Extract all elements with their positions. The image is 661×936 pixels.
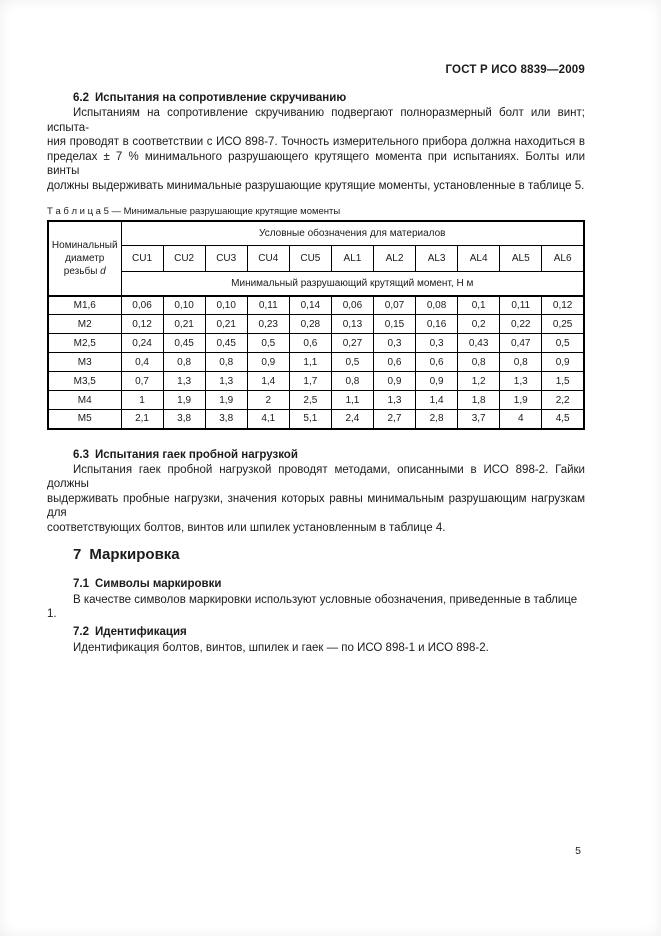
column-header-unit: Минимальный разрушающий крутящий момент, Н м — [121, 272, 584, 296]
torque-value-cell: 0,5 — [542, 334, 584, 353]
paragraph-line: выдерживать пробные нагрузки, значения которых равны минимальным разрушающим нагрузкам для — [47, 492, 585, 520]
column-header-material: AL1 — [331, 246, 373, 272]
paragraph-line: соответствующих болтов, винтов или шпилек установленным в таблице 4. — [47, 521, 446, 534]
torque-value-cell: 3,8 — [163, 410, 205, 429]
column-header-materials: Условные обозначения для материалов — [121, 221, 584, 246]
section-6-3-heading — [47, 448, 585, 462]
torque-value-cell: 0,27 — [331, 334, 373, 353]
table-row — [48, 296, 584, 315]
torque-value-cell: 0,8 — [331, 372, 373, 391]
row-header-thread-size: M3 — [48, 353, 121, 372]
torque-value-cell: 0,13 — [331, 315, 373, 334]
table-row — [48, 372, 584, 391]
section-title: Испытания гаек пробной нагрузкой — [95, 448, 298, 461]
section-number: 7.2 — [73, 625, 89, 638]
paragraph-line: пределах ± 7 % минимального разрушающего крутящего момента при испытаниях. Болты или винты — [47, 150, 585, 178]
torque-value-cell: 0,12 — [121, 315, 163, 334]
column-header-material: AL2 — [373, 246, 415, 272]
column-header-material: CU5 — [289, 246, 331, 272]
paragraph-line: должны выдерживать минимальные разрушающие крутящие моменты, установленные в таблице 5. — [47, 179, 585, 192]
row-header-thread-size: M1,6 — [48, 296, 121, 315]
table-5-caption: Т а б л и ц а 5 — Минимальные разрушающие крутящие моменты — [47, 205, 341, 217]
row-header-thread-size: M3,5 — [48, 372, 121, 391]
document-header: ГОСТ Р ИСО 8839—2009 — [445, 64, 585, 76]
column-header-material: CU2 — [163, 246, 205, 272]
section-number: 6.2 — [73, 92, 89, 104]
table-row — [48, 353, 584, 372]
torque-value-cell: 0,47 — [500, 334, 542, 353]
torque-value-cell: 0,10 — [163, 296, 205, 315]
paragraph-7-1: В качестве символов маркировки используют условные обозначения, приведенные в таблице 1. — [47, 593, 578, 621]
paragraph-6-2 — [47, 106, 585, 194]
torque-value-cell: 1,7 — [289, 372, 331, 391]
torque-value-cell: 3,7 — [458, 410, 500, 429]
torque-value-cell: 0,5 — [331, 353, 373, 372]
table-row — [48, 391, 584, 410]
row-header-thread-size: M2,5 — [48, 334, 121, 353]
page-content — [47, 64, 585, 655]
torque-value-cell: 4,5 — [542, 410, 584, 429]
torque-value-cell: 0,8 — [500, 353, 542, 372]
section-title: Символы маркировки — [95, 577, 222, 590]
torque-value-cell: 0,45 — [163, 334, 205, 353]
paragraph-7-2: Идентификация болтов, винтов, шпилек и гаек — по ИСО 898-1 и ИСО 898-2. — [73, 641, 489, 654]
torque-value-cell: 0,1 — [458, 296, 500, 315]
table-row — [48, 315, 584, 334]
torque-value-cell: 1,3 — [373, 391, 415, 410]
table-row — [48, 410, 584, 429]
section-title: Маркировка — [89, 545, 180, 563]
torque-value-cell: 0,45 — [205, 334, 247, 353]
torque-value-cell: 1,4 — [247, 372, 289, 391]
column-header-material: AL4 — [458, 246, 500, 272]
torque-value-cell: 0,22 — [500, 315, 542, 334]
torque-value-cell: 0,9 — [542, 353, 584, 372]
torque-value-cell: 1 — [121, 391, 163, 410]
torque-value-cell: 1,9 — [205, 391, 247, 410]
torque-value-cell: 4,1 — [247, 410, 289, 429]
torque-value-cell: 2,8 — [416, 410, 458, 429]
section-6-2-heading — [47, 91, 585, 105]
torque-value-cell: 1,9 — [163, 391, 205, 410]
torque-value-cell: 1,1 — [289, 353, 331, 372]
section-7-1-heading — [47, 577, 585, 591]
torque-value-cell: 1,8 — [458, 391, 500, 410]
torque-value-cell: 0,10 — [205, 296, 247, 315]
row-header-thread-size: M5 — [48, 410, 121, 429]
torque-value-cell: 3,8 — [205, 410, 247, 429]
torque-value-cell: 0,9 — [247, 353, 289, 372]
section-number: 6.3 — [73, 448, 89, 461]
section-number: 7.1 — [73, 577, 89, 590]
torque-value-cell: 0,7 — [121, 372, 163, 391]
section-7-heading — [47, 546, 585, 564]
paragraph-line: ния проводят в соответствии с ИСО 898-7. Точность измерительного прибора должна находиться в — [47, 136, 585, 149]
torque-value-cell: 0,11 — [500, 296, 542, 315]
torque-value-cell: 0,8 — [458, 353, 500, 372]
torque-value-cell: 0,15 — [373, 315, 415, 334]
column-header-material: AL6 — [542, 246, 584, 272]
table-row — [48, 334, 584, 353]
torque-value-cell: 0,12 — [542, 296, 584, 315]
torque-value-cell: 1,4 — [416, 391, 458, 410]
torque-value-cell: 1,5 — [542, 372, 584, 391]
torque-value-cell: 1,3 — [163, 372, 205, 391]
column-header-nominal-diameter: Номинальный диаметр резьбы d — [48, 221, 121, 296]
torque-value-cell: 0,6 — [289, 334, 331, 353]
column-header-material: CU1 — [121, 246, 163, 272]
torque-value-cell: 2 — [247, 391, 289, 410]
torque-value-cell: 0,9 — [416, 372, 458, 391]
torque-value-cell: 0,21 — [205, 315, 247, 334]
torque-value-cell: 0,6 — [416, 353, 458, 372]
page-number: 5 — [575, 845, 581, 857]
column-header-material: CU3 — [205, 246, 247, 272]
torque-value-cell: 0,07 — [373, 296, 415, 315]
torque-value-cell: 2,2 — [542, 391, 584, 410]
torque-value-cell: 0,8 — [163, 353, 205, 372]
torque-value-cell: 0,6 — [373, 353, 415, 372]
torque-value-cell: 0,16 — [416, 315, 458, 334]
torque-value-cell: 0,21 — [163, 315, 205, 334]
torque-value-cell: 0,5 — [247, 334, 289, 353]
paragraph-6-3 — [47, 463, 585, 536]
torque-value-cell: 5,1 — [289, 410, 331, 429]
paragraph-line: Испытания гаек пробной нагрузкой проводят методами, описанными в ИСО 898-2. Гайки должны — [47, 463, 585, 491]
torque-value-cell: 0,25 — [542, 315, 584, 334]
torque-value-cell: 1,3 — [205, 372, 247, 391]
torque-value-cell: 0,14 — [289, 296, 331, 315]
torque-value-cell: 0,28 — [289, 315, 331, 334]
torque-value-cell: 0,06 — [331, 296, 373, 315]
torque-value-cell: 0,06 — [121, 296, 163, 315]
torque-value-cell: 0,23 — [247, 315, 289, 334]
torque-value-cell: 0,11 — [247, 296, 289, 315]
column-header-material: CU4 — [247, 246, 289, 272]
torque-value-cell: 0,43 — [458, 334, 500, 353]
torque-value-cell: 0,9 — [373, 372, 415, 391]
torque-value-cell: 0,08 — [416, 296, 458, 315]
section-7-2-heading — [47, 625, 585, 639]
torque-value-cell: 1,1 — [331, 391, 373, 410]
torque-value-cell: 1,2 — [458, 372, 500, 391]
section-number: 7 — [73, 545, 82, 563]
row-header-thread-size: M2 — [48, 315, 121, 334]
section-title: Испытания на сопротивление скручиванию — [95, 92, 347, 104]
torque-value-cell: 0,8 — [205, 353, 247, 372]
torque-value-cell: 2,4 — [331, 410, 373, 429]
column-header-material: AL3 — [416, 246, 458, 272]
row-header-thread-size: M4 — [48, 391, 121, 410]
torque-value-cell: 2,1 — [121, 410, 163, 429]
column-header-material: AL5 — [500, 246, 542, 272]
torque-value-cell: 0,2 — [458, 315, 500, 334]
torque-value-cell: 0,3 — [373, 334, 415, 353]
torque-value-cell: 2,7 — [373, 410, 415, 429]
torque-value-cell: 1,3 — [500, 372, 542, 391]
torque-value-cell: 2,5 — [289, 391, 331, 410]
torque-value-cell: 0,24 — [121, 334, 163, 353]
table-5 — [47, 220, 585, 430]
torque-value-cell: 4 — [500, 410, 542, 429]
torque-value-cell: 0,3 — [416, 334, 458, 353]
torque-value-cell: 1,9 — [500, 391, 542, 410]
paragraph-line: Испытаниям на сопротивление скручиванию подвергают полноразмерный болт или винт; испыта- — [47, 107, 585, 134]
torque-value-cell: 0,4 — [121, 353, 163, 372]
section-title: Идентификация — [95, 625, 187, 638]
